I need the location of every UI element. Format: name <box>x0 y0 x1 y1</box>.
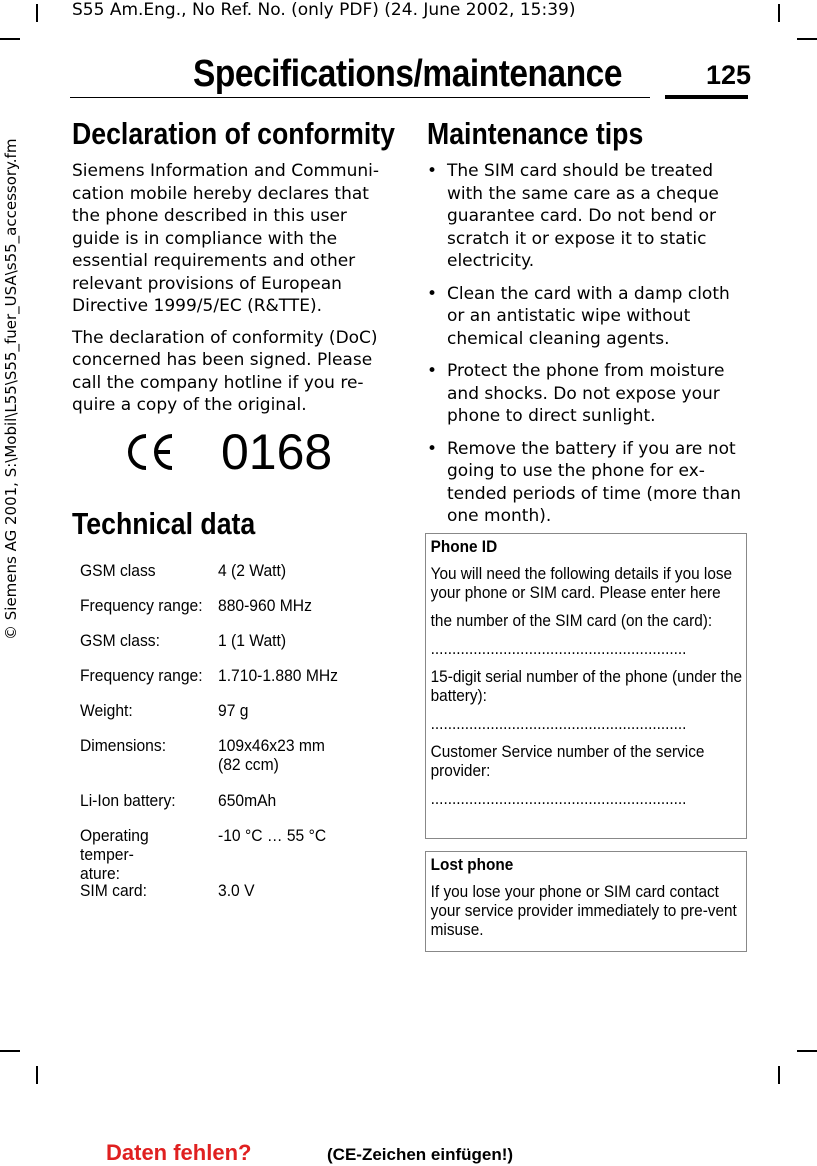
ce-mark-icon <box>122 430 178 474</box>
spec-value: 650mAh <box>218 791 277 810</box>
spec-label: Li-Ion battery: <box>80 791 176 810</box>
phone-id-box <box>425 533 747 839</box>
crop-mark <box>36 1066 38 1084</box>
spec-value: 3.0 V <box>218 881 255 900</box>
crop-mark <box>0 1050 20 1052</box>
phone-id-title: Phone ID <box>430 538 498 556</box>
file-info-header: S55 Am.Eng., No Ref. No. (only PDF) (24. June 2002, 15:39) <box>72 0 576 20</box>
tip-text: Clean the card with a damp cloth or an antistatic wipe without chemical cleaning agents. <box>447 283 730 349</box>
spec-value-line: (82 ccm) <box>218 755 279 774</box>
list-item <box>427 360 745 428</box>
spec-value: 880-960 MHz <box>218 596 312 615</box>
tip-text: Remove the battery if you are not going to use the phone for ex-tended periods of time (more than one month). <box>447 438 742 526</box>
copyright-sidebar: © Siemens AG 2001, S:\Mobil\L55\S55_fuer_USA\s55_accessory.fm <box>2 138 20 640</box>
page-title: Specifications/maintenance <box>193 53 622 95</box>
declaration-heading: Declaration of conformity <box>72 116 395 151</box>
bullet-icon: • <box>427 161 438 181</box>
spec-label: Weight: <box>80 701 133 720</box>
spec-label <box>80 826 204 883</box>
header-rule-thick <box>665 95 748 99</box>
declaration-text <box>72 160 394 426</box>
technical-data-heading: Technical data <box>72 506 256 541</box>
list-item <box>427 283 745 351</box>
crop-mark <box>778 4 780 22</box>
serial-number-field[interactable]: ............................................................ <box>430 715 687 733</box>
sim-number-field[interactable]: ............................................................ <box>430 640 687 658</box>
crop-mark <box>778 1066 780 1084</box>
crop-mark <box>797 38 817 40</box>
service-number-label: Customer Service number of the service provider: <box>430 743 705 780</box>
declaration-paragraph: Siemens Information and Communi-cation mobile hereby declares that the phone described in this user guide is in compliance with the essential requirements and other relevant provisions of European Directive 1999/5/EC (R&TTE). <box>72 161 380 316</box>
bullet-icon: • <box>427 283 438 304</box>
spec-label-line: ature: <box>80 864 121 883</box>
tip-text: Protect the phone from moisture and shocks. Do not expose your phone to direct sunlight. <box>447 361 725 426</box>
ce-number: 0168 <box>221 424 333 480</box>
list-item <box>427 438 745 528</box>
crop-mark <box>0 38 20 40</box>
spec-label-line: Operating temper- <box>80 826 149 864</box>
spec-label: Frequency range: <box>80 666 203 685</box>
lost-phone-text: If you lose your phone or SIM card contact your service provider immediately to pre-vent misuse. <box>430 883 737 939</box>
spec-value: 97 g <box>218 701 249 720</box>
spec-label: GSM class <box>80 561 156 580</box>
spec-value: 1 (1 Watt) <box>218 631 287 650</box>
ce-insert-note: (CE-Zeichen einfügen!) <box>327 1145 514 1164</box>
missing-data-note: Daten fehlen? <box>106 1140 252 1165</box>
spec-label: SIM card: <box>80 881 147 900</box>
bullet-icon: • <box>427 438 438 459</box>
serial-number-label: 15-digit serial number of the phone (under the battery): <box>430 668 743 705</box>
crop-mark <box>797 1050 817 1052</box>
crop-mark <box>36 4 38 22</box>
service-number-field[interactable]: ............................................................ <box>430 790 687 808</box>
maintenance-list <box>427 160 745 538</box>
header-rule <box>70 97 650 98</box>
lost-phone-title: Lost phone <box>430 856 514 874</box>
tip-text: The SIM card should be treated with the same care as a cheque guarantee card. Do not bend or scratch it or expose it to static electricity. <box>447 161 719 271</box>
spec-label: Frequency range: <box>80 596 203 615</box>
spec-value: 4 (2 Watt) <box>218 561 287 580</box>
spec-label: Dimensions: <box>80 736 167 755</box>
page-number: 125 <box>706 60 752 90</box>
sim-number-label: the number of the SIM card (on the card): <box>430 612 713 630</box>
spec-value: 1.710-1.880 MHz <box>218 666 338 685</box>
list-item <box>427 160 745 273</box>
maintenance-heading: Maintenance tips <box>427 116 644 151</box>
declaration-paragraph: The declaration of conformity (DoC) concerned has been signed. Please call the company hotline if you re-quire a copy of the original. <box>72 327 378 415</box>
bullet-icon: • <box>427 361 438 381</box>
spec-value-line: 109x46x23 mm <box>218 736 325 755</box>
phone-id-intro: You will need the following details if you lose your phone or SIM card. Please enter here <box>430 565 733 602</box>
spec-value: -10 °C … 55 °C <box>218 826 327 845</box>
lost-phone-box <box>425 851 747 952</box>
spec-label: GSM class: <box>80 631 160 650</box>
spec-value <box>218 736 374 774</box>
